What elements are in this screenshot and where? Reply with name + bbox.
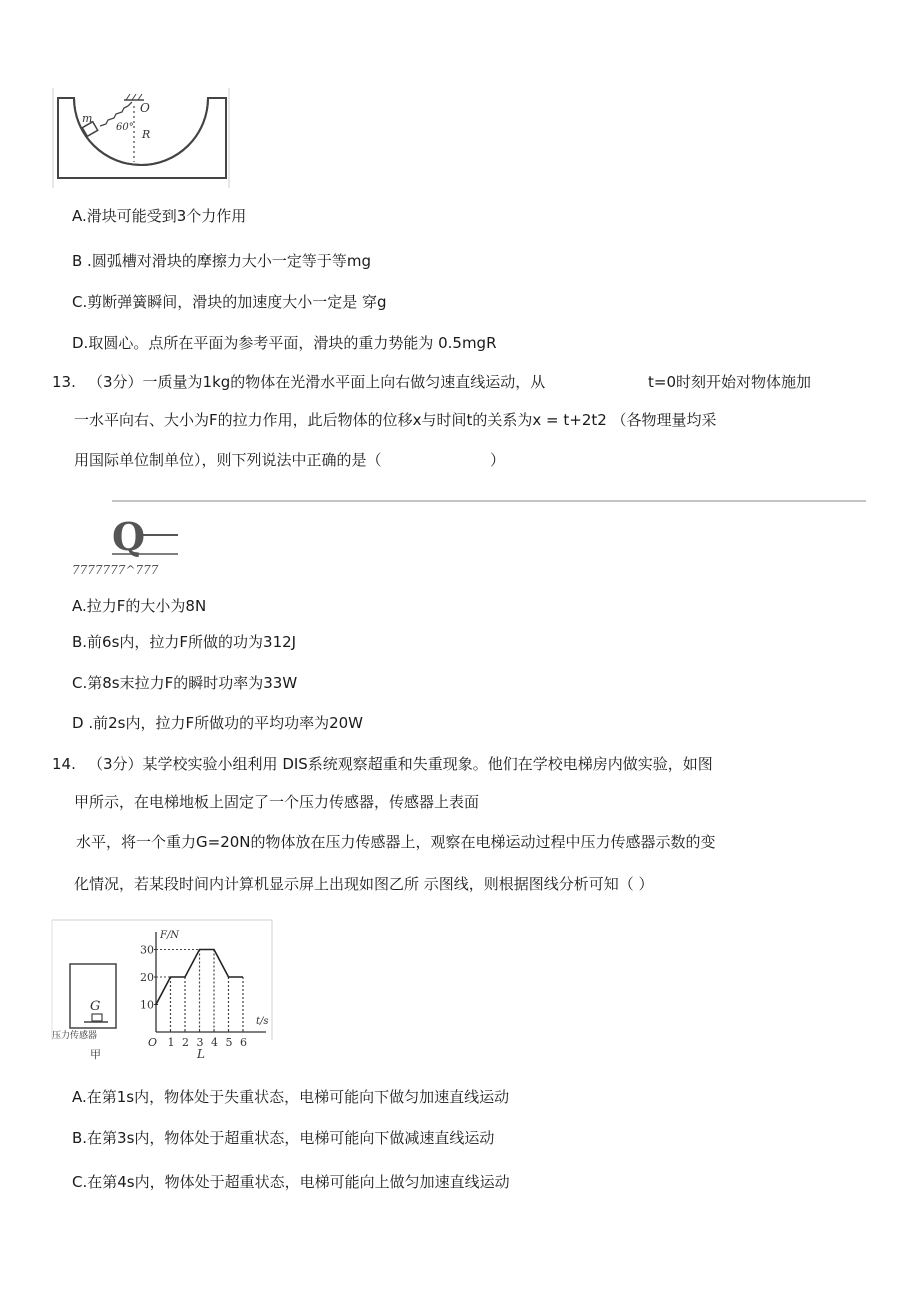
q14-stem-line1: （3分）某学校实验小组利用 DIS系统观察超重和失重现象。他们在学校电梯房内做实验，如图 [88, 755, 713, 773]
q12-option-d: D.取圆心。点所在平面为参考平面，滑块的重力势能为 0.5mgR [72, 334, 497, 352]
figure2-block-q: Q [112, 514, 146, 559]
sensor-label: 压力传感器 [52, 1031, 98, 1041]
figure1-label-o: O [140, 101, 150, 115]
y-axis-label: F/N [160, 930, 180, 941]
elevator-graph-figure [50, 916, 280, 1066]
q13-stem-line1b: t=0时刻开始对物体施加 [648, 373, 811, 391]
x-axis-label: t/s [256, 1016, 269, 1027]
caption-yi: L [197, 1047, 205, 1061]
y-tick-label: 20 [140, 971, 154, 984]
graph-origin: O [148, 1036, 158, 1049]
x-tick-label: 2 [182, 1036, 189, 1049]
q14-option-c: C.在第4s内，物体处于超重状态，电梯可能向上做匀加速直线运动 [72, 1173, 510, 1191]
q13-stem-line3b: ） [490, 451, 506, 469]
q14-stem-line3: 水平，将一个重力G=20N的物体放在压力传感器上，观察在电梯运动过程中压力传感器示数的变 [76, 833, 716, 851]
q14-stem-line2: 甲所示，在电梯地板上固定了一个压力传感器，传感器上表面 [74, 793, 480, 811]
q13-stem-line3: 用国际单位制单位），则下列说法中正确的是（ [74, 451, 382, 469]
q14-stem-line4: 化情况，若某段时间内计算机显示屏上出现如图乙所 示图线，则根据图线分析可知（ ） [74, 875, 654, 893]
q14-option-a: A.在第1s内，物体处于失重状态，电梯可能向下做匀加速直线运动 [72, 1088, 510, 1106]
x-tick-label: 5 [225, 1036, 233, 1049]
x-tick-label: 4 [211, 1036, 218, 1049]
q13-stem-line2: 一水平向右、大小为F的拉力作用，此后物体的位移x与时间t的关系为x = t+2t2 （各物理量均采 [74, 411, 717, 429]
q14-option-b: B.在第3s内，物体处于超重状态，电梯可能向下做减速直线运动 [72, 1129, 495, 1147]
x-tick-label: 6 [240, 1036, 247, 1049]
bowl-spring-figure [52, 88, 232, 188]
figure2-ground: 7777777^777 [72, 563, 159, 577]
q12-option-a: A.滑块可能受到3个力作用 [72, 207, 247, 225]
elevator-g-label: G [90, 999, 101, 1014]
q13-option-a: A.拉力F的大小为8N [72, 597, 207, 615]
q13-option-b: B.前6s内，拉力F所做的功为312J [72, 633, 297, 651]
y-tick-label: 30 [140, 943, 154, 957]
q12-option-c: C.剪断弹簧瞬间，滑块的加速度大小一定是 穿g [72, 293, 387, 311]
q13-option-c: C.第8s末拉力F的瞬时功率为33W [72, 674, 298, 692]
x-tick-label: 3 [196, 1036, 204, 1049]
figure1-label-m: m [82, 112, 93, 125]
caption-jia: 甲 [90, 1048, 101, 1061]
q12-option-b: B .圆弧槽对滑块的摩擦力大小一定等于等mg [72, 252, 371, 270]
q13-stem-line1: （3分）一质量为1kg的物体在光滑水平面上向右做匀速直线运动，从 [88, 373, 546, 391]
q14-number: 14. [52, 755, 76, 773]
y-tick-label: 10 [140, 998, 154, 1012]
x-tick-label: 1 [167, 1036, 175, 1049]
q13-number: 13. [52, 373, 76, 391]
figure1-label-angle: 60° [116, 122, 134, 133]
figure1-label-r: R [142, 128, 151, 141]
q13-option-d: D .前2s内，拉力F所做功的平均功率为20W [72, 714, 363, 732]
force-time-graph [140, 930, 269, 1049]
horizontal-plane-figure [70, 490, 870, 580]
